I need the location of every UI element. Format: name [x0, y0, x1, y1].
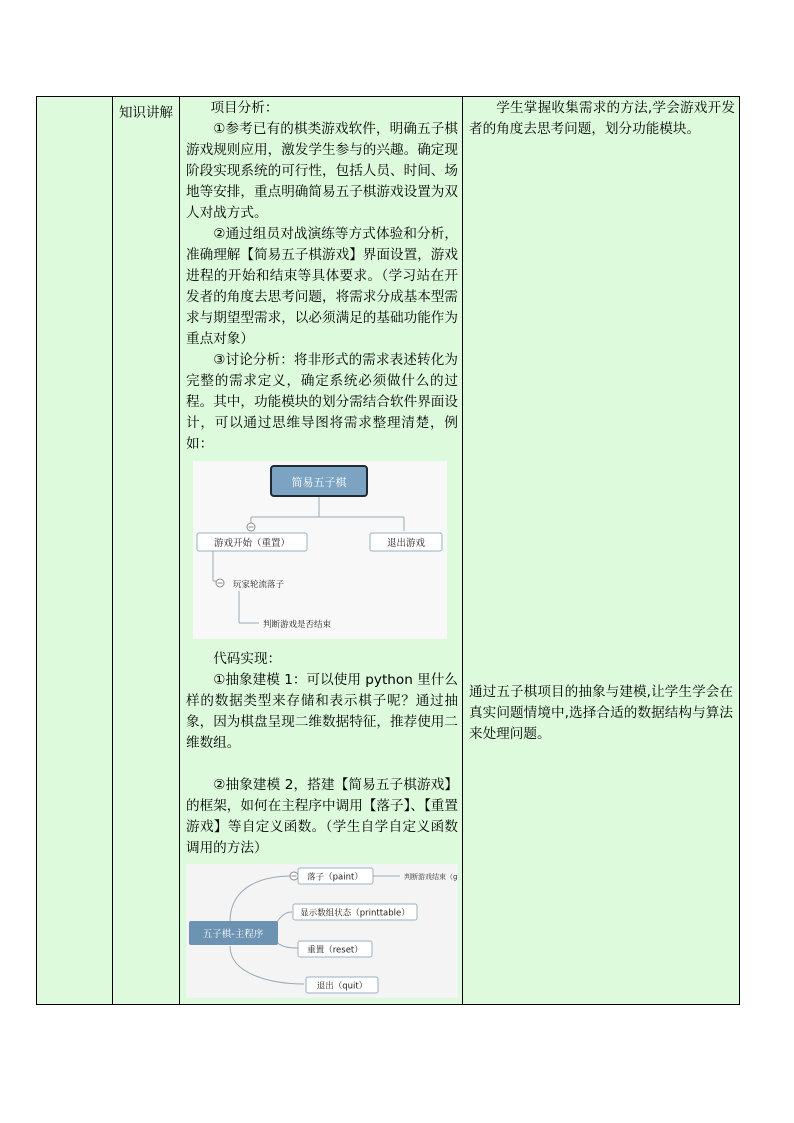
code-para-1: ①抽象建模 1：可以使用 python 里什么样的数据类型来存储和表示棋子呢？通过抽象，因为棋盘呈现二维数据特征，推荐使用二维数组。 [186, 672, 458, 751]
code-para-2: ②抽象建模 2，搭建【简易五子棋游戏】的框架，如何在主程序中调用【落子】、【重置游戏】等自定义函数。（学生自学自定义函数调用的方法） [186, 777, 458, 856]
objective-1 [463, 97, 739, 140]
section-label: 知识讲解 [119, 105, 173, 121]
node-judge-end-text: 判断游戏结束（g [404, 873, 458, 881]
mindmap-branch-start-text: 游戏开始（重置） [213, 538, 291, 549]
mindmap-child-turn: 玩家轮流落子 [233, 580, 285, 590]
content-cell [180, 97, 463, 1005]
mindmap-main-program [186, 864, 458, 998]
section-cell [113, 97, 180, 1005]
objective-2 [463, 681, 737, 745]
analysis-heading: 项目分析： [210, 100, 279, 116]
content-block [180, 97, 462, 1004]
mindmap-child-judge: 判断游戏是否结束 [263, 620, 332, 630]
mindmap-branch-quit-text: 退出游戏 [386, 538, 426, 549]
node-quit-text: 退出（quit） [316, 981, 368, 992]
mindmap-requirements [193, 461, 447, 639]
node-paint-text: 落子（paint） [307, 872, 363, 883]
objective-wrap [463, 97, 739, 991]
mindmap-requirements-svg [193, 461, 447, 639]
table-row [37, 97, 740, 1005]
lesson-table [36, 96, 740, 1005]
objective-1-text: 学生掌握收集需求的方法,学会游戏开发者的角度去思考问题，划分功能模块。 [469, 100, 735, 137]
node-reset-text: 重置（reset） [307, 945, 363, 956]
node-printtable-text: 显示数组状态（printtable） [300, 908, 410, 919]
analysis-para-2: ②通过组员对战演练等方式体验和分析，准确理解【简易五子棋游戏】界面设置，游戏进程的开始和结束等具体要求。（学习站在开发者的角度去思考问题，将需求分成基本型需求与期望型需求，以必须满足的基础功能作为重点对象） [186, 226, 458, 347]
mindmap-root-text: 简易五子棋 [291, 476, 347, 489]
objective-2-text: 通过五子棋项目的抽象与建模,让学生学会在真实问题情境中,选择合适的数据结构与算法来处理问题。 [469, 684, 733, 742]
main-program-text: 五子棋-主程序 [202, 929, 264, 940]
analysis-para-1: ①参考已有的棋类游戏软件，明确五子棋游戏规则应用，激发学生参与的兴趣。确定现阶段实现系统的可行性，包括人员、时间、场地等安排，重点明确简易五子棋游戏设置为双人对战方式。 [186, 121, 458, 221]
empty-cell [37, 97, 113, 1005]
code-heading: 代码实现： [213, 651, 282, 667]
mindmap-main-program-svg [186, 864, 458, 998]
analysis-para-3: ③讨论分析：将非形式的需求表述转化为完整的需求定义，确定系统必须做什么的过程。其中，功能模块的划分需结合软件界面设计，可以通过思维导图将需求整理清楚，例如： [186, 352, 458, 452]
objective-cell [463, 97, 740, 1005]
